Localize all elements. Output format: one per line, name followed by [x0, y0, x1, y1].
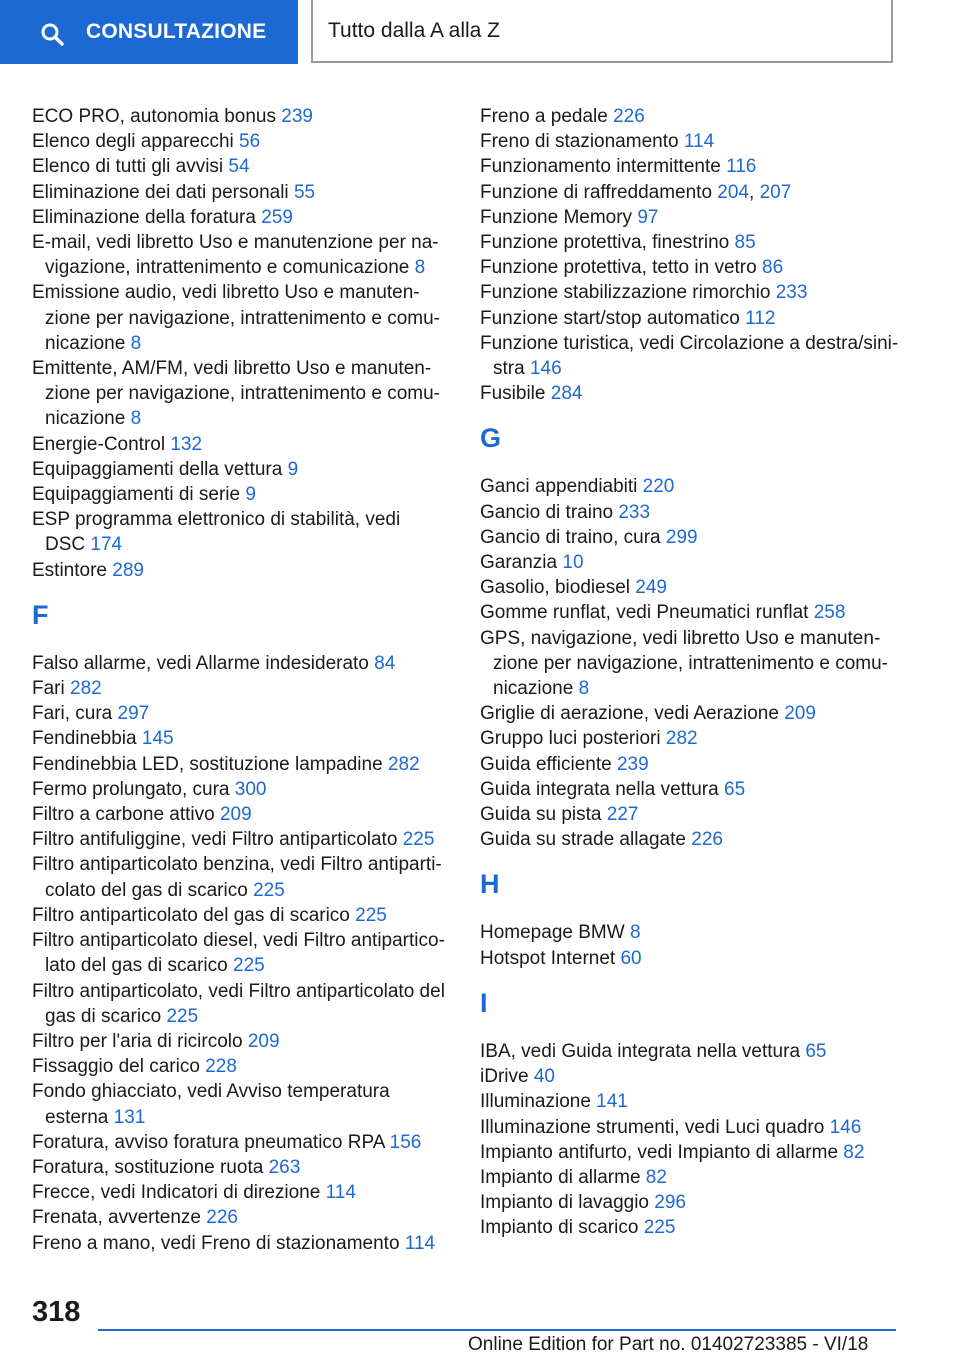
index-entry [480, 575, 900, 600]
index-entry-text: Funzione protettiva, tetto in vetro [480, 257, 762, 279]
index-entry-text: Foratura, avviso foratura pneumatico RPA [32, 1131, 390, 1153]
page-reference-link[interactable]: 233 [618, 501, 651, 523]
index-entry [32, 558, 452, 583]
index-entry-text: zione per navigazione, intrattenimento e comu- [45, 307, 441, 329]
page-reference-link[interactable]: 156 [389, 1131, 422, 1153]
index-entry [480, 1140, 900, 1165]
index-entry-text: Gancio di traino, cura [480, 526, 666, 548]
page-reference-link[interactable]: 114 [683, 131, 715, 153]
page-reference-link[interactable]: 116 [726, 156, 757, 178]
page-reference-link[interactable]: 85 [734, 232, 756, 254]
index-entry-text: Eliminazione dei dati personali [32, 181, 294, 203]
index-entry [32, 802, 452, 827]
index-entry-text: Griglie di aerazione, vedi Aerazione [480, 703, 785, 725]
index-entry [480, 600, 900, 625]
page-reference-link[interactable]: 300 [234, 778, 267, 800]
index-entry-text: Impianto di allarme [480, 1166, 646, 1188]
index-entry [480, 802, 900, 827]
index-entry-text: Equipaggiamenti della vettura [32, 458, 288, 480]
page-reference-link[interactable]: 258 [813, 602, 846, 624]
index-entry-text: zione per navigazione, intrattenimento e comu- [493, 652, 889, 674]
index-entry [480, 230, 900, 255]
page-reference-link[interactable]: 82 [843, 1141, 865, 1163]
index-entry [32, 928, 452, 978]
index-entry [480, 1064, 900, 1089]
page-reference-link[interactable]: 282 [665, 728, 698, 750]
index-entry [32, 903, 452, 928]
index-entry-text: Frecce, vedi Indicatori di direzione [32, 1182, 326, 1204]
index-entry-text: Funzione protettiva, finestrino [480, 232, 735, 254]
index-entry [480, 1165, 900, 1190]
index-entry [32, 676, 452, 701]
index-entry-text: stra [493, 358, 530, 380]
index-entry-text: lato del gas di scarico [45, 955, 233, 977]
index-letter-heading: H [480, 869, 500, 900]
index-entry-text: Illuminazione strumenti, vedi Luci quadro [480, 1116, 830, 1138]
index-entry-text: DSC [45, 534, 91, 556]
page-reference-link[interactable]: 112 [745, 307, 776, 329]
index-entry [480, 550, 900, 575]
page-reference-link[interactable]: 289 [112, 559, 144, 581]
index-entry-text: Homepage BMW [480, 922, 630, 944]
index-entry [32, 180, 452, 205]
index-letter-heading: F [32, 599, 49, 630]
index-entry [32, 432, 452, 457]
page-reference-link[interactable]: 204 [717, 181, 749, 203]
page-reference-link[interactable]: 282 [387, 753, 420, 775]
index-entry-text: E-mail, vedi libretto Uso e manutenzione per na- [32, 232, 439, 254]
index-entry [480, 381, 900, 406]
page-reference-link[interactable]: 10 [562, 552, 584, 574]
index-entry-text: Impianto di scarico [480, 1217, 644, 1239]
index-entry-text: Freno a pedale [480, 106, 614, 127]
page-reference-link[interactable]: 239 [616, 753, 649, 775]
index-entry [480, 255, 900, 280]
index-entry-text: nicazione [45, 408, 131, 430]
page-reference-link[interactable]: 82 [645, 1166, 667, 1188]
page-reference-link[interactable]: 296 [654, 1192, 686, 1214]
index-entry-text: Funzione start/stop automatico [480, 307, 746, 329]
index-entry-text: Equipaggiamenti di serie [32, 484, 246, 506]
footer-edition-text: Online Edition for Part no. 01402723385 - VI/18 [468, 1334, 869, 1355]
index-letter-heading: G [480, 423, 502, 454]
page-reference-link[interactable]: 220 [642, 476, 675, 498]
page-reference-link[interactable]: 8 [629, 922, 641, 944]
index-entry [32, 230, 452, 280]
index-entry [480, 777, 900, 802]
index-entry [32, 1029, 452, 1054]
page-reference-link[interactable]: 114 [325, 1182, 356, 1204]
index-entry-text: Gomme runflat, vedi Pneumatici runflat [480, 602, 814, 624]
index-entry-text: Illuminazione [480, 1091, 597, 1113]
index-entry [32, 457, 452, 482]
page-reference-link[interactable]: 284 [550, 383, 583, 405]
index-entry-text: Guida su pista [480, 804, 607, 826]
index-entry [32, 752, 452, 777]
page-reference-link[interactable]: 40 [533, 1066, 555, 1088]
index-entry-text: Freno a mano, vedi Freno di stazionamento [32, 1232, 405, 1254]
index-entry-text: Funzione stabilizzazione rimorchio [480, 282, 776, 304]
index-entry [480, 104, 900, 129]
page-title: Tutto dalla A alla Z [328, 19, 500, 42]
index-entry-text: Filtro per l'aria di ricircolo [32, 1030, 248, 1052]
index-entry-text: Falso allarme, vedi Allarme indesiderato [32, 652, 375, 674]
page-reference-link[interactable]: 227 [606, 804, 639, 826]
index-entry-text: Guida efficiente [480, 753, 617, 775]
index-column-left [32, 104, 452, 1256]
page-reference-link[interactable]: 97 [637, 206, 659, 228]
index-entry [32, 1130, 452, 1155]
index-entry-text: Freno di stazionamento [480, 131, 684, 153]
index-entry [32, 1079, 452, 1129]
index-entry [32, 154, 452, 179]
index-entry-text: vigazione, intrattenimento e comunicazione [45, 257, 415, 279]
index-entry [480, 827, 900, 852]
index-entry [480, 1089, 900, 1114]
index-entry [32, 1054, 452, 1079]
index-entry-text: Estintore [32, 559, 113, 581]
page-reference-link[interactable]: 9 [245, 484, 256, 506]
index-entry-text: iDrive [480, 1066, 534, 1088]
index-entry [32, 356, 452, 432]
section-tab-consultazione[interactable] [0, 0, 298, 64]
index-entry-text: Fari [32, 678, 70, 700]
index-entry-text: Fondo ghiacciato, vedi Avviso temperatura [32, 1081, 390, 1103]
page-reference-link[interactable]: 263 [268, 1156, 301, 1178]
page-reference-link[interactable]: 225 [166, 1005, 199, 1027]
index-entry-text: Gruppo luci posteriori [480, 728, 666, 750]
index-entry [32, 280, 452, 356]
page-header [0, 0, 960, 66]
page-reference-link[interactable]: 209 [784, 703, 816, 725]
search-icon [40, 22, 64, 46]
index-entry [480, 331, 900, 381]
index-entry-text: ESP programma elettronico di stabilità, vedi [32, 509, 401, 531]
index-entry-text: Emittente, AM/FM, vedi libretto Uso e manuten- [32, 358, 432, 380]
page-reference-link[interactable]: 225 [643, 1217, 676, 1239]
index-entry [32, 482, 452, 507]
index-entry [32, 1231, 452, 1256]
index-entry [480, 752, 900, 777]
index-entry-text: Impianto di lavaggio [480, 1192, 655, 1214]
index-entry-text: Hotspot Internet [480, 947, 621, 969]
index-entry [32, 852, 452, 902]
page-reference-link[interactable]: 226 [206, 1207, 238, 1229]
index-entry [480, 1039, 900, 1064]
index-entry-text: Filtro antiparticolato del gas di scarico [32, 904, 356, 926]
page-number: 318 [32, 1296, 81, 1328]
index-entry [32, 1205, 452, 1230]
page-reference-link[interactable]: 225 [233, 955, 265, 977]
index-entry-text: Foratura, sostituzione ruota [32, 1156, 269, 1178]
page-reference-link[interactable]: 8 [414, 257, 426, 279]
index-column-right [480, 104, 900, 1241]
index-entry [480, 920, 900, 945]
index-entry-text: IBA, vedi Guida integrata nella vettura [480, 1040, 806, 1062]
index-entry-text: Funzionamento intermittente [480, 156, 727, 178]
page-reference-link[interactable]: 225 [402, 829, 435, 851]
index-entry [480, 525, 900, 550]
index-entry [32, 205, 452, 230]
page-reference-link[interactable]: 239 [281, 106, 313, 127]
header-title-box [311, 0, 893, 63]
index-entry [32, 1155, 452, 1180]
page-reference-link[interactable]: 55 [293, 181, 316, 203]
page-reference-link[interactable]: 8 [130, 332, 142, 354]
index-entry-text: Elenco degli apparecchi [32, 131, 240, 153]
index-entry-text: Ganci appendiabiti [480, 476, 643, 498]
page-reference-link[interactable]: 174 [90, 534, 123, 556]
index-entry [32, 507, 452, 557]
index-entry [480, 1115, 900, 1140]
page-reference-link[interactable]: 259 [261, 206, 293, 228]
index-entry-text: Fendinebbia [32, 728, 142, 750]
index-entry [32, 129, 452, 154]
page-reference-link[interactable]: 56 [239, 131, 261, 153]
index-entry: Funzione di raffreddamento 204, 207 [480, 181, 792, 203]
index-entry-text: Funzione Memory [480, 206, 638, 228]
index-entry [480, 205, 900, 230]
index-entry [480, 154, 900, 179]
index-entry [480, 306, 900, 331]
index-entry [480, 474, 900, 499]
page-reference-link[interactable]: 225 [355, 904, 387, 926]
index-entry-text: Funzione di raffreddamento [480, 181, 718, 203]
page-reference-link[interactable]: 209 [219, 804, 252, 826]
page-reference-link[interactable]: 60 [620, 947, 642, 969]
index-entry-text: Fusibile [480, 383, 551, 405]
index-entry [32, 827, 452, 852]
footer-divider [98, 1329, 896, 1331]
index-entry-text: Fari, cura [32, 703, 118, 725]
index-entry-text: Filtro antiparticolato benzina, vedi Filtro antiparti- [32, 854, 442, 876]
index-entry-text: esterna [45, 1106, 114, 1128]
page-reference-link[interactable]: 226 [613, 106, 645, 127]
page-reference-link[interactable]: 209 [247, 1030, 280, 1052]
index-entry-text: Filtro antiparticolato diesel, vedi Filtro antipartico- [32, 930, 445, 952]
page-reference-link[interactable]: 282 [70, 678, 102, 700]
page-reference-link[interactable]: 54 [228, 156, 250, 178]
index-entry-text: Gasolio, biodiesel [480, 577, 636, 599]
index-entry-text: Elenco di tutti gli avvisi [32, 156, 229, 178]
index-entry [480, 1190, 900, 1215]
index-entry-text: Energie-Control [32, 433, 171, 455]
page-reference-link[interactable]: 114 [404, 1232, 436, 1254]
index-entry [480, 280, 900, 305]
page-reference-link[interactable]: 141 [596, 1091, 628, 1113]
index-entry-text: zione per navigazione, intrattenimento e comu- [45, 383, 441, 405]
index-letter-heading: I [480, 987, 488, 1018]
index-entry [480, 500, 900, 525]
page-reference-link[interactable]: 207 [759, 181, 792, 203]
index-entry [480, 1215, 900, 1240]
index-entry-text: Frenata, avvertenze [32, 1207, 207, 1229]
index-entry [480, 701, 900, 726]
index-entry-text: Guida integrata nella vettura [480, 778, 724, 800]
page-reference-link[interactable]: 131 [113, 1106, 146, 1128]
index-entry [480, 946, 900, 971]
index-entry [480, 626, 900, 702]
page-reference-link[interactable]: 145 [141, 728, 174, 750]
index-entry [32, 104, 452, 129]
index-entry-text: Fermo prolungato, cura [32, 778, 235, 800]
index-entry-text: gas di scarico [45, 1005, 167, 1027]
index-entry-text: Funzione turistica, vedi Circolazione a destra/sini- [480, 332, 899, 354]
index-entry-text: colato del gas di scarico [45, 879, 254, 901]
page-reference-link[interactable]: 249 [635, 577, 667, 599]
index-entry-text: Guida su strade allagate [480, 829, 692, 851]
index-entry-text: nicazione [45, 332, 131, 354]
index-entry-text: Impianto antifurto, vedi Impianto di allarme [480, 1141, 844, 1163]
page-reference-link[interactable]: 299 [665, 526, 698, 548]
index-entry-text: Fendinebbia LED, sostituzione lampadine [32, 753, 388, 775]
index-entry [480, 726, 900, 751]
page-reference-link[interactable]: 225 [253, 879, 285, 901]
index-entry [32, 701, 452, 726]
index-entry [32, 979, 452, 1029]
page-reference-link[interactable]: 233 [775, 282, 808, 304]
page-reference-link[interactable]: 86 [762, 257, 784, 279]
index-entry-text: Eliminazione della foratura [32, 206, 262, 228]
index-entry-text: nicazione [493, 678, 579, 700]
page-reference-link[interactable]: 65 [724, 778, 746, 800]
page-reference-link[interactable]: 84 [374, 652, 396, 674]
index-entry-text: ECO PRO, autonomia bonus [32, 106, 282, 127]
page-reference-link[interactable]: 65 [805, 1040, 827, 1062]
index-entry [32, 651, 452, 676]
index-entry [32, 726, 452, 751]
index-entry-text: Gancio di traino [480, 501, 619, 523]
page-reference-link[interactable]: 9 [287, 458, 299, 480]
page-reference-link[interactable]: 146 [829, 1116, 862, 1138]
index-entry-text: GPS, navigazione, vedi libretto Uso e manuten- [480, 627, 881, 649]
page-reference-link[interactable]: 8 [578, 678, 590, 700]
index-entry-text: Filtro a carbone attivo [32, 804, 220, 826]
page-reference-link[interactable]: 228 [205, 1056, 237, 1078]
index-entry [32, 1180, 452, 1205]
page-reference-link[interactable]: 297 [117, 703, 150, 725]
index-entry-text: Filtro antifuliggine, vedi Filtro antiparticolato [32, 829, 403, 851]
index-entry [480, 129, 900, 154]
index-entry-text: Fissaggio del carico [32, 1056, 206, 1078]
index-entry-text: Filtro antiparticolato, vedi Filtro antiparticolato del [32, 980, 445, 1002]
index-entry-text: Garanzia [480, 552, 563, 574]
page-reference-link[interactable]: 226 [691, 829, 723, 851]
page-reference-link[interactable]: 146 [529, 358, 562, 380]
page-reference-link[interactable]: 132 [170, 433, 203, 455]
page-reference-link[interactable]: 8 [130, 408, 142, 430]
index-entry-text: Emissione audio, vedi libretto Uso e manuten- [32, 282, 420, 304]
index-entry [32, 777, 452, 802]
section-tab-label: CONSULTAZIONE [86, 20, 267, 43]
